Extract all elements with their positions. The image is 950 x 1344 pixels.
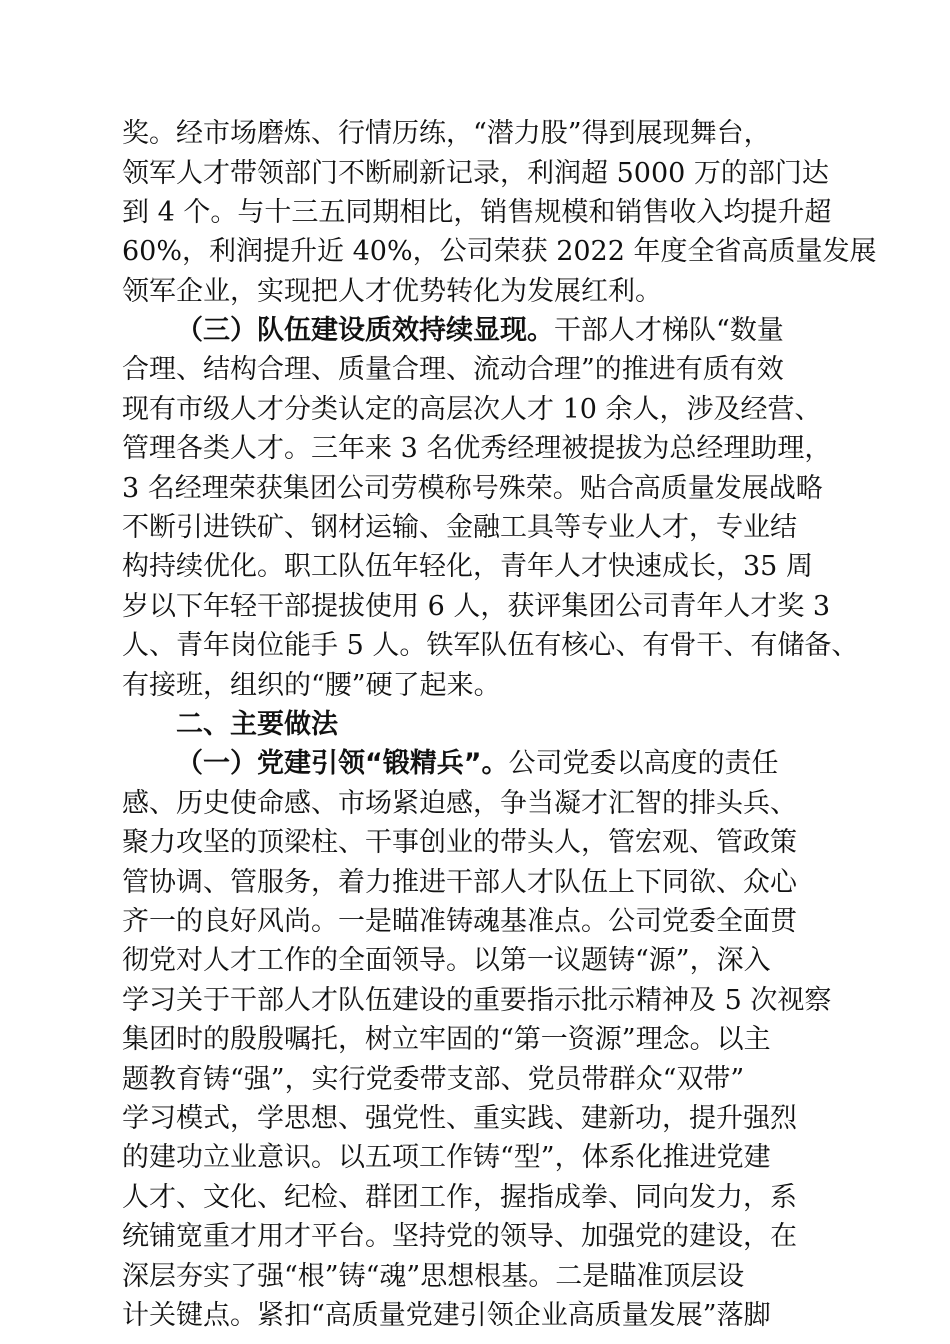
text-line: 统铺宽重才用才平台。坚持党的领导、加强党的建设，在 xyxy=(122,1221,797,1252)
text-line: 合理、结构合理、质量合理、流动合理”的推进有质有效 xyxy=(122,354,784,385)
text-line: 题教育铸“强”，实行党委带支部、党员带群众“双带” xyxy=(122,1064,745,1095)
text-line: 深层夯实了强“根”铸“魂”思想根基。二是瞄准顶层设 xyxy=(122,1261,745,1292)
text-line: 60%，利润提升近 40%，公司荣获 2022 年度全省高质量发展 xyxy=(122,236,877,267)
section-heading: （一）党建引领“锻精兵”。 xyxy=(176,748,509,779)
text-line: 现有市级人才分类认定的高层次人才 10 余人，涉及经营、 xyxy=(122,394,822,425)
text-line: 彻党对人才工作的全面领导。以第一议题铸“源”，深入 xyxy=(122,945,771,976)
text-line: 到 4 个。与十三五同期相比，销售规模和销售收入均提升超 xyxy=(122,197,832,228)
section-heading-line xyxy=(176,744,950,784)
text-line: 学习模式，学思想、强党性、重实践、建新功，提升强烈 xyxy=(122,1103,797,1134)
text-line: 人、青年岗位能手 5 人。铁军队伍有核心、有骨干、有储备、 xyxy=(122,630,859,661)
text-fragment: 干部人才梯队“数量 xyxy=(554,315,784,346)
text-line: 计关键点。紧扣“高质量党建引领企业高质量发展”落脚 xyxy=(122,1300,771,1331)
text-line: 3 名经理荣获集团公司劳模称号殊荣。贴合高质量发展战略 xyxy=(122,473,823,504)
text-line: 不断引进铁矿、钢材运输、金融工具等专业人才，专业结 xyxy=(122,512,797,543)
text-line: 的建功立业意识。以五项工作铸“型”，体系化推进党建 xyxy=(122,1142,771,1173)
text-line: 齐一的良好风尚。一是瞄准铸魂基准点。公司党委全面贯 xyxy=(122,906,797,937)
text-line: 领军人才带领部门不断刷新记录，利润超 5000 万的部门达 xyxy=(122,158,829,189)
section-heading-line xyxy=(176,311,950,351)
text-line: 有接班，组织的“腰”硬了起来。 xyxy=(122,670,501,701)
text-line: 人才、文化、纪检、群团工作，握指成拳、同向发力，系 xyxy=(122,1182,797,1213)
text-line: 奖。经市场磨炼、行情历练，“潜力股”得到展现舞台， xyxy=(122,118,771,149)
text-line: 学习关于干部人才队伍建设的重要指示批示精神及 5 次视察 xyxy=(122,985,832,1016)
text-line: 感、历史使命感、市场紧迫感，争当凝才汇智的排头兵、 xyxy=(122,788,797,819)
text-line: 岁以下年轻干部提拔使用 6 人，获评集团公司青年人才奖 3 xyxy=(122,591,831,622)
text-line: 聚力攻坚的顶梁柱、干事创业的带头人，管宏观、管政策 xyxy=(122,827,797,858)
text-line: 领军企业，实现把人才优势转化为发展红利。 xyxy=(122,276,662,307)
chapter-heading: 二、主要做法 xyxy=(176,709,338,740)
text-line: 集团时的殷殷嘱托，树立牢固的“第一资源”理念。以主 xyxy=(122,1024,771,1055)
text-fragment: 公司党委以高度的责任 xyxy=(508,748,779,779)
text-line: 构持续优化。职工队伍年轻化，青年人才快速成长，35 周 xyxy=(122,551,813,582)
text-line: 管理各类人才。三年来 3 名优秀经理被提拔为总经理助理， xyxy=(122,433,832,464)
text-line: 管协调、管服务，着力推进干部人才队伍上下同欲、众心 xyxy=(122,867,797,898)
section-heading: （三）队伍建设质效持续显现。 xyxy=(176,315,554,346)
